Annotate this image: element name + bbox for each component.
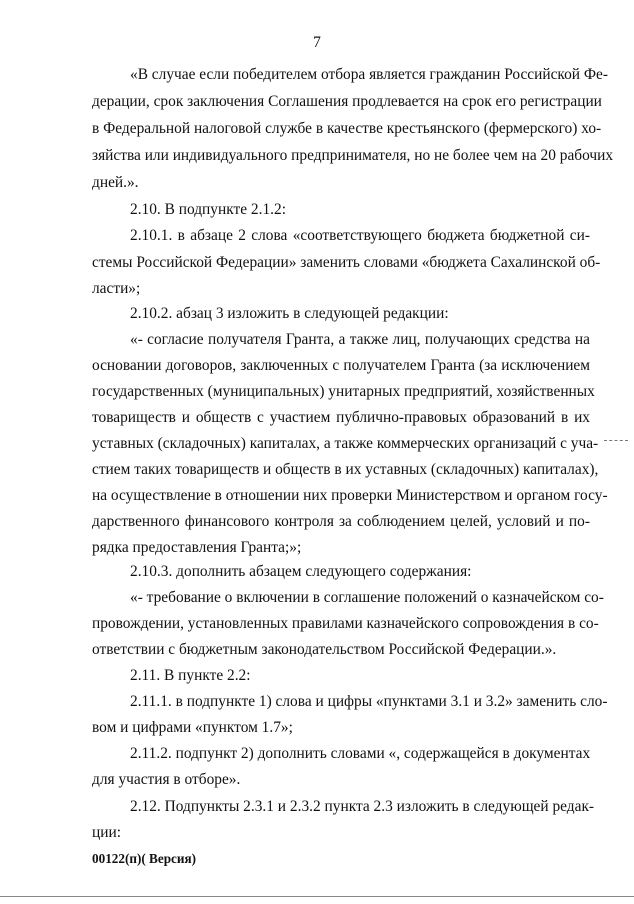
text-line: 2.10.3. дополнить абзацем следующего содержания:: [130, 563, 472, 580]
text-line: 2.10.2. абзац 3 изложить в следующей редакции:: [130, 305, 449, 322]
text-line: 2.11.2. подпункт 2) дополнить словами «, содержащейся в документах: [130, 745, 591, 762]
text-line: дарственного финансового контроля за соблюдением целей, условий и по-: [92, 513, 590, 530]
text-line: в Федеральной налоговой службе в качестве крестьянского (фермерского) хо-: [92, 120, 602, 137]
text-line: 2.11. В пункте 2.2:: [130, 667, 251, 684]
text-line: основании договоров, заключенных с получателем Гранта (за исключением: [92, 357, 590, 374]
page-number: 7: [313, 34, 321, 51]
text-line: государственных (муниципальных) унитарных предприятий, хозяйственных: [92, 383, 595, 400]
document-id: 00122(п)( Версия): [92, 851, 196, 866]
text-line: товариществ и обществ с участием публично-правовых образований в их: [92, 409, 590, 426]
text-line: стием таких товариществ и обществ в их уставных (складочных) капиталах),: [92, 461, 599, 478]
text-line: рядка предоставления Гранта;»;: [92, 539, 302, 556]
text-line: ции:: [92, 824, 121, 841]
text-line: «В случае если победителем отбора является гражданин Российской Фе-: [130, 66, 609, 83]
text-line: дней.».: [92, 174, 139, 191]
text-line: 2.10. В подпункте 2.1.2:: [130, 201, 286, 218]
text-line: ласти»;: [92, 280, 141, 297]
text-line: 2.10.1. в абзаце 2 слова «соответствующего бюджета бюджетной си-: [130, 227, 590, 244]
text-line: «- требование о включении в соглашение положений о казначейском со-: [130, 589, 604, 606]
text-line: ответствии с бюджетным законодательством Российской Федерации.».: [92, 641, 557, 658]
text-line: на осуществление в отношении них проверки Министерством и органом госу-: [92, 487, 608, 504]
text-line: провождении, установленных правилами казначейского сопровождения в со-: [92, 615, 599, 632]
text-line: стемы Российской Федерации» заменить словами «бюджета Сахалинской об-: [92, 254, 601, 271]
margin-mark: [604, 440, 628, 441]
text-line: для участия в отборе».: [92, 771, 241, 788]
text-line: «- согласие получателя Гранта, а также лиц, получающих средства на: [130, 331, 590, 348]
text-line: вом и цифрами «пунктом 1.7»;: [92, 719, 293, 736]
page-edge-line: [0, 896, 634, 897]
text-line: 2.11.1. в подпункте 1) слова и цифры «пунктами 3.1 и 3.2» заменить сло-: [130, 693, 608, 710]
text-line: 2.12. Подпункты 2.3.1 и 2.3.2 пункта 2.3 изложить в следующей редак-: [130, 798, 595, 815]
text-line: зяйства или индивидуального предпринимателя, но не более чем на 20 рабочих: [92, 147, 614, 164]
text-line: дерации, срок заключения Соглашения продлевается на срок его регистрации: [92, 93, 602, 110]
text-line: уставных (складочных) капиталах, а также коммерческих организаций с уча-: [92, 435, 599, 452]
